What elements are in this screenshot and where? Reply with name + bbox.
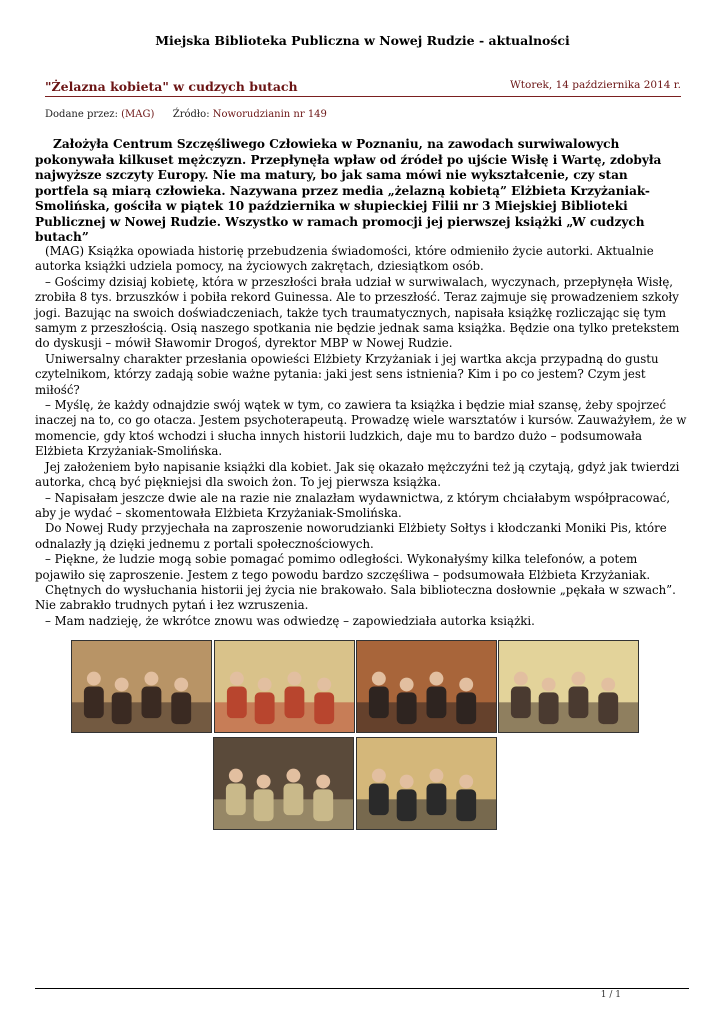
photo-author-signing[interactable] [214, 640, 355, 733]
photo-author-bookshelf[interactable] [213, 737, 354, 830]
body-paragraph: – Myślę, że każdy odnajdzie swój wątek w tym, co zawiera ta książka i będzie miał szansę, żeby spojrzeć inaczej na to, co go otacza. Jestem psychoterapeutą. Prowadzę wiele warsztatów i kursów. Zauważyłem, że w momencie, gdy ktoś wchodzi i słucha innych historii ludzkich, daje mu to bardzo dużo – podsumowała Elżbieta Krzyżaniak-Smolińska. [35, 398, 687, 459]
body-paragraph: (MAG) Książka opowiada historię przebudzenia świadomości, które odmieniło życie autorki. Aktualnie autorka książki udziela pomocy, na życiowych zakrętach, dziesiątkom osób. [35, 244, 654, 274]
photo-discussion-table[interactable] [356, 737, 497, 830]
article-meta [45, 109, 327, 120]
photo-speakers-table[interactable] [498, 640, 639, 733]
article-date: Wtorek, 14 października 2014 r. [509, 79, 681, 91]
body-paragraph: – Mam nadzieję, że wkrótce znowu was odwiedzę – zapowiedziała autorka książki. [45, 613, 535, 628]
body-paragraph: – Gościmy dzisiaj kobietę, która w przeszłości brała udział w surwiwalach, wyczynach, przepłynęła Wisłę, zrobiła 8 tys. brzuszków i pobiła rekord Guinessa. Ale to przeszłość. Teraz zajmuje się prowadzeniem szkoły jogi. Bazując na swoich doświadczeniach, także tych traumatycznych, napisała książkę rozliczając się tym samym z przeszłością. Osią naszego spotkania nie będzie jednak sama książka. Będzie ona tylko pretekstem do dyskusji – mówił Sławomir Drogoś, dyrektor MBP w Nowej Rudzie. [35, 274, 680, 351]
source-value[interactable]: Noworudzianin nr 149 [212, 109, 327, 120]
photo-audience-hall[interactable] [356, 640, 497, 733]
body-paragraph: Jej założeniem było napisanie książki dla kobiet. Jak się okazało mężczyźni też ją czytają, gdyż jak twierdzi autorka, chcą być piękniejsi dla swoich żon. To jej pierwsza książka. [35, 459, 680, 490]
lead-paragraph: Założyła Centrum Szczęśliwego Człowieka w Poznaniu, na zawodach surwiwalowych pokonywała kilkuset mężczyzn. Przepłynęła wpław od źródeł po ujście Wisłę i Wartę, zdobyła najwyższe szczyty Europy. Nie ma matury, bo jak sama mówi nie wykształcenie, czy stan portfela są miarą człowieka. Nazywana przez media „żelazną kobietą” Elżbieta Krzyżaniak-Smolińska, gościła w piątek 10 października w słupieckiej Filii nr 3 Miejskiej Biblioteki Publicznej w Nowej Rudzie. Wszystko w ramach promocji jej pierwszej książki „W cudzych butach” [35, 137, 662, 244]
photo-audience-front[interactable] [71, 640, 212, 733]
article-title[interactable]: "Żelazna kobieta" w cudzych butach [45, 79, 298, 94]
article-header [45, 78, 681, 97]
added-by-value[interactable]: (MAG) [121, 109, 155, 120]
body-paragraph: Do Nowej Rudy przyjechała na zaproszenie noworudzianki Elżbiety Sołtys i kłodczanki Moniki Pis, które odnalazły ją dzięki jednemu z portali społecznościowych. [35, 521, 667, 551]
photo-gallery [71, 640, 641, 832]
site-title: Miejska Biblioteka Publiczna w Nowej Rudzie - aktualności [155, 33, 570, 48]
body-paragraph: – Napisałam jeszcze dwie ale na razie nie znalazłam wydawnictwa, z którym chciałabym współpracować, aby je wydać – skomentowała Elżbieta Krzyżaniak-Smolińska. [35, 490, 671, 520]
added-by-label: Dodane przez: [45, 109, 118, 120]
source-label: Źródło: [172, 109, 210, 120]
body-paragraph: – Piękne, że ludzie mogą sobie pomagać pomimo odległości. Wykonałyśmy kilka telefonów, a potem pojawiło się zaproszenie. Jestem z tego powodu bardzo szczęśliwa – podsumowała Elżbieta Krzyżaniak. [35, 552, 651, 582]
footer-divider [35, 988, 689, 989]
page-number: 1 / 1 [600, 990, 621, 1000]
body-paragraph: Chętnych do wysłuchania historii jej życia nie brakowało. Sala biblioteczna dosłownie „pękała w szwach”. Nie zabrakło trudnych pytań i łez wzruszenia. [35, 582, 676, 613]
article-lead [35, 137, 685, 246]
article-body [35, 244, 690, 629]
body-paragraph: Uniwersalny charakter przesłania opowieści Elżbiety Krzyżaniak i jej wartka akcja przypadną do gustu czytelnikom, którzy zadają sobie ważne pytania: jaki jest sens istnienia? Kim i po co jestem? Czym jest miłość? [35, 351, 659, 397]
